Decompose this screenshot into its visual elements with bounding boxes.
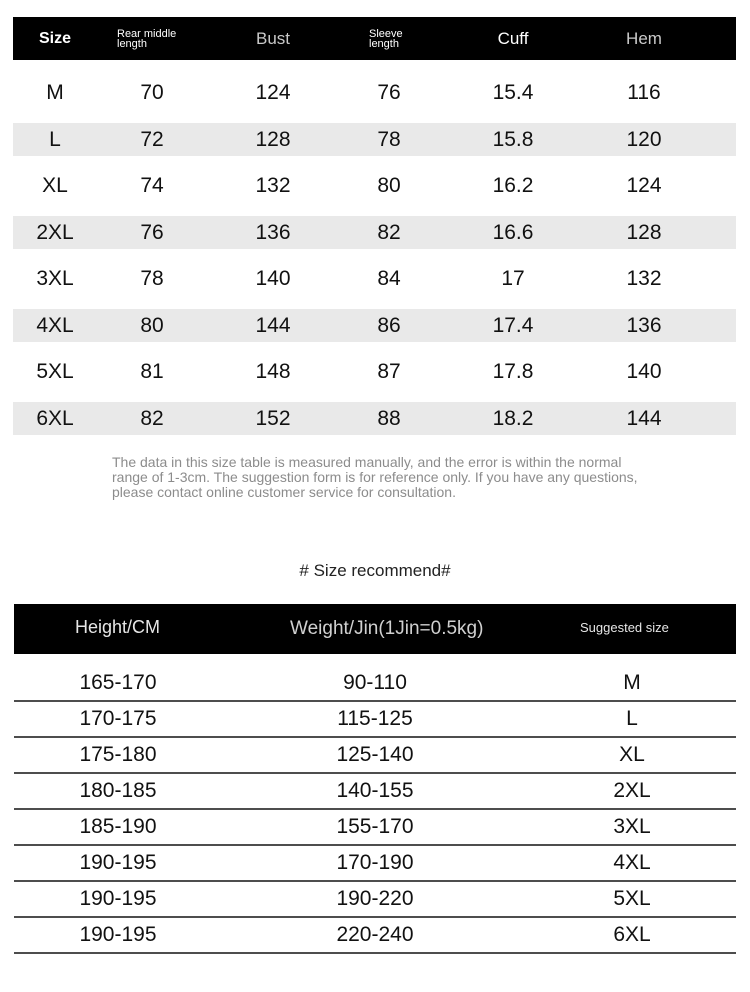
size-cell: 6XL: [36, 406, 74, 430]
size-cell: 4XL: [36, 313, 74, 337]
size-cell: 76: [140, 220, 164, 244]
size-cell: 80: [377, 174, 401, 198]
size-cell: 74: [140, 174, 164, 198]
size-cell: 18.2: [492, 406, 534, 430]
size-cell: 136: [255, 220, 291, 244]
size-cell: 128: [626, 220, 662, 244]
header-sleeve-cell: [339, 29, 439, 49]
size-cell: 5XL: [36, 360, 74, 384]
recommend-cell: 125-140: [336, 743, 414, 766]
size-cell: 140: [255, 267, 291, 291]
size-row: [13, 309, 736, 342]
recommend-row: [14, 810, 736, 846]
size-row: [13, 70, 736, 117]
recommend-row: [14, 702, 736, 738]
recommend-cell: 140-155: [336, 779, 414, 802]
size-cell: 15.4: [492, 81, 534, 105]
size-cell: 2XL: [36, 220, 74, 244]
size-cell: 70: [140, 81, 164, 105]
size-cell: 15.8: [492, 127, 534, 151]
recommend-row: [14, 918, 736, 954]
recommend-body: [14, 666, 736, 954]
measurement-note: The data in this size table is measured manually, and the error is within the normal range of 1-3cm. The suggestion form is for reference only. If you have any questions, please contact online customer service for consultation.: [112, 454, 638, 500]
size-row: [13, 349, 736, 396]
size-cell: 82: [377, 220, 401, 244]
size-cell: 84: [377, 267, 401, 291]
size-cell: 124: [626, 174, 662, 198]
recommend-cell: 170-190: [336, 851, 414, 874]
header-height: Height/CM: [75, 617, 161, 637]
size-cell: 17: [501, 267, 525, 291]
size-row: [13, 163, 736, 210]
size-cell: 87: [377, 360, 401, 384]
header-rear-length: Rear middle length: [117, 27, 177, 50]
recommend-cell: 2XL: [613, 779, 651, 802]
recommend-cell: 3XL: [613, 815, 651, 838]
size-cell: 120: [626, 127, 662, 151]
recommend-cell: 5XL: [613, 887, 651, 910]
size-cell: 132: [255, 174, 291, 198]
size-cell: 81: [140, 360, 164, 384]
size-row: [13, 216, 736, 249]
size-table-header: [13, 17, 736, 60]
size-table: [13, 17, 736, 442]
recommend-cell: 155-170: [336, 815, 414, 838]
size-cell: 144: [626, 406, 662, 430]
size-cell: 17.8: [492, 360, 534, 384]
recommend-cell: 190-195: [79, 851, 157, 874]
recommend-cell: 220-240: [336, 923, 414, 946]
header-sleeve: Sleeve length: [369, 27, 403, 50]
recommend-cell: L: [626, 707, 638, 730]
recommend-cell: 90-110: [343, 671, 407, 694]
size-cell: 144: [255, 313, 291, 337]
header-size: Size: [38, 29, 71, 47]
size-cell: 148: [255, 360, 291, 384]
size-cell: 132: [626, 267, 662, 291]
header-hem: Hem: [626, 28, 662, 48]
size-cell: 88: [377, 406, 401, 430]
size-cell: 82: [140, 406, 164, 430]
recommend-cell: 6XL: [613, 923, 651, 946]
header-cuff: Cuff: [497, 28, 529, 48]
recommend-cell: XL: [619, 743, 645, 766]
size-cell: L: [49, 127, 61, 151]
recommend-row: [14, 846, 736, 882]
recommend-cell: 170-175: [79, 707, 157, 730]
recommend-cell: M: [623, 671, 641, 694]
size-cell: 72: [140, 127, 164, 151]
recommend-cell: 190-220: [336, 887, 414, 910]
size-cell: XL: [42, 174, 68, 198]
recommend-header: [14, 604, 736, 654]
recommend-table: [14, 604, 736, 954]
size-row: [13, 256, 736, 303]
size-cell: 152: [255, 406, 291, 430]
size-cell: 78: [140, 267, 164, 291]
size-cell: M: [46, 81, 64, 105]
size-cell: 124: [255, 81, 291, 105]
recommend-cell: 190-195: [79, 923, 157, 946]
size-cell: 3XL: [36, 267, 74, 291]
recommend-row: [14, 738, 736, 774]
size-cell: 76: [377, 81, 401, 105]
size-cell: 80: [140, 313, 164, 337]
size-cell: 128: [255, 127, 291, 151]
recommend-cell: 4XL: [613, 851, 651, 874]
header-bust: Bust: [255, 28, 291, 48]
recommend-cell: 180-185: [79, 779, 157, 802]
recommend-row: [14, 774, 736, 810]
recommend-cell: 175-180: [79, 743, 157, 766]
recommend-cell: 165-170: [79, 671, 157, 694]
header-rear-length-cell: [97, 29, 207, 49]
size-cell: 86: [377, 313, 401, 337]
header-weight: Weight/Jin(1Jin=0.5kg): [290, 618, 484, 639]
size-cell: 16.2: [492, 174, 534, 198]
size-cell: 136: [626, 313, 662, 337]
size-cell: 78: [377, 127, 401, 151]
recommend-cell: 115-125: [337, 707, 413, 730]
size-cell: 17.4: [492, 313, 534, 337]
recommend-row: [14, 882, 736, 918]
size-row: [13, 123, 736, 156]
recommend-cell: 190-195: [79, 887, 157, 910]
size-cell: 16.6: [492, 220, 534, 244]
recommend-title: # Size recommend#: [299, 561, 451, 580]
header-suggested-size: Suggested size: [580, 620, 669, 635]
recommend-row: [14, 666, 736, 702]
size-cell: 140: [626, 360, 662, 384]
size-row: [13, 402, 736, 435]
size-table-body: [13, 70, 736, 435]
size-cell: 116: [627, 81, 661, 105]
recommend-cell: 185-190: [79, 815, 157, 838]
